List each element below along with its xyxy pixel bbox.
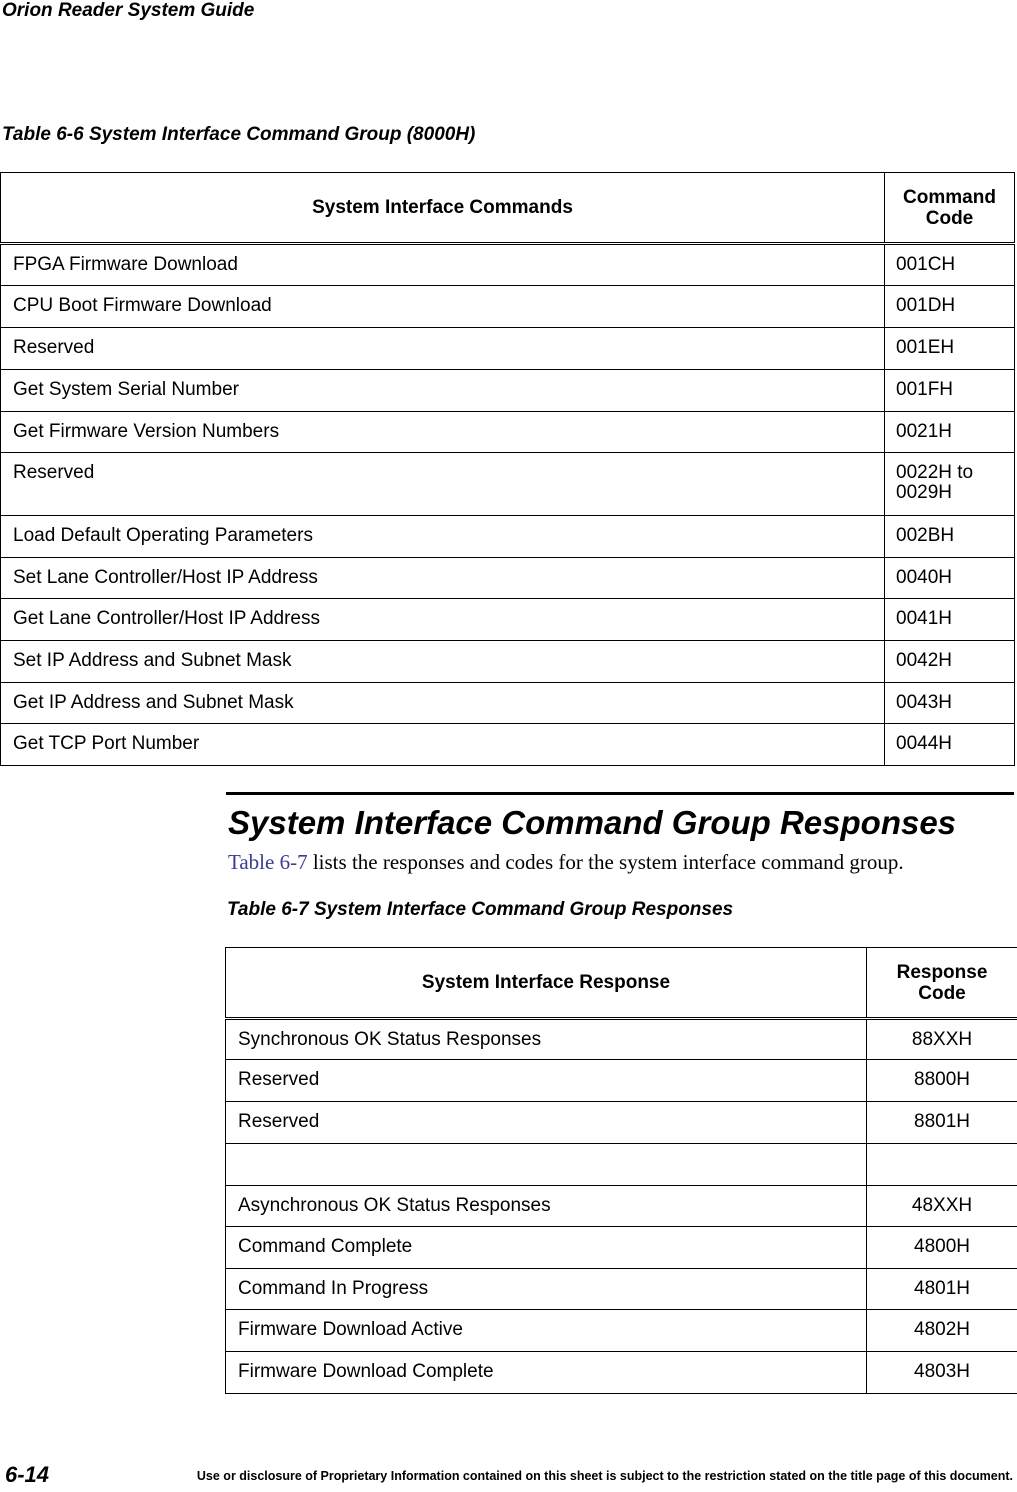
table-row	[1, 370, 1015, 412]
command-name-cell: Set IP Address and Subnet Mask	[1, 641, 885, 683]
response-code-cell: 48XXH	[867, 1186, 1017, 1227]
command-name-cell: FPGA Firmware Download	[1, 244, 885, 286]
table-row	[226, 1060, 1017, 1102]
response-code-cell: 88XXH	[867, 1019, 1017, 1060]
response-name-cell: Command Complete	[226, 1227, 867, 1269]
column-header-command-code-line2: Code	[925, 207, 974, 229]
command-code-cell: 0044H	[885, 724, 1015, 766]
response-code-cell: 4801H	[867, 1269, 1017, 1310]
command-name-cell: Get TCP Port Number	[1, 724, 885, 766]
command-code-cell: 0042H	[885, 641, 1015, 683]
table-row	[1, 453, 1015, 516]
response-name-cell: Command In Progress	[226, 1269, 867, 1310]
column-header-response-code-line1: Response	[896, 961, 988, 983]
response-code-cell: 8800H	[867, 1060, 1017, 1102]
command-code-cell: 001CH	[885, 244, 1015, 286]
response-code-cell: 4802H	[867, 1310, 1017, 1352]
table-6-7-caption: Table 6-7 System Interface Command Group Responses	[227, 899, 734, 920]
table-header-row	[1, 173, 1015, 244]
command-code-cell: 0040H	[885, 558, 1015, 599]
table-6-6	[0, 172, 1015, 766]
column-header-response: System Interface Response	[226, 948, 867, 1019]
table-row-empty	[226, 1144, 1017, 1186]
table-row	[226, 1310, 1017, 1352]
command-code-cell: 002BH	[885, 516, 1015, 558]
command-name-cell: Reserved	[1, 453, 885, 516]
table-row	[226, 1019, 1017, 1060]
table-row	[1, 328, 1015, 370]
section-divider	[226, 792, 1014, 795]
table-row	[226, 1269, 1017, 1310]
table-row	[1, 558, 1015, 599]
command-name-cell: CPU Boot Firmware Download	[1, 286, 885, 328]
page-number: 6-14	[5, 1462, 50, 1487]
table-header-row	[226, 948, 1017, 1019]
running-header-title: Orion Reader System Guide	[2, 0, 255, 21]
response-name-cell	[226, 1144, 867, 1186]
command-name-cell: Load Default Operating Parameters	[1, 516, 885, 558]
command-code-cell: 001FH	[885, 370, 1015, 412]
column-header-commands: System Interface Commands	[1, 173, 885, 244]
table-row	[226, 1352, 1017, 1394]
command-code-cell	[885, 453, 1015, 516]
column-header-response-code	[867, 948, 1017, 1019]
command-code-line2: 0029H	[896, 482, 952, 503]
command-code-cell: 0043H	[885, 683, 1015, 724]
column-header-command-code	[885, 173, 1015, 244]
response-name-cell: Firmware Download Complete	[226, 1352, 867, 1394]
table-row	[1, 244, 1015, 286]
response-name-cell: Synchronous OK Status Responses	[226, 1019, 867, 1060]
table-row	[226, 1227, 1017, 1269]
table-row	[1, 412, 1015, 453]
response-code-cell: 4803H	[867, 1352, 1017, 1394]
command-code-cell: 001EH	[885, 328, 1015, 370]
table-6-6-caption: Table 6-6 System Interface Command Group (8000H)	[2, 124, 476, 145]
column-header-response-code-line2: Code	[918, 982, 966, 1004]
proprietary-notice: Use or disclosure of Proprietary Information contained on this sheet is subject to the restriction stated on the title page of this document.	[196, 1469, 1013, 1483]
response-name-cell: Asynchronous OK Status Responses	[226, 1186, 867, 1227]
section-body-text: lists the responses and codes for the system interface command group.	[307, 850, 904, 874]
command-code-cell: 001DH	[885, 286, 1015, 328]
section-heading: System Interface Command Group Responses	[228, 804, 957, 841]
column-header-command-code-line1: Command	[903, 186, 996, 208]
response-code-cell	[867, 1144, 1017, 1186]
response-name-cell: Reserved	[226, 1060, 867, 1102]
command-name-cell: Get Firmware Version Numbers	[1, 412, 885, 453]
table-row	[226, 1186, 1017, 1227]
response-code-cell: 4800H	[867, 1227, 1017, 1269]
command-name-cell: Get System Serial Number	[1, 370, 885, 412]
table-row	[226, 1102, 1017, 1144]
command-code-cell: 0021H	[885, 412, 1015, 453]
table-6-7	[225, 947, 1017, 1394]
table-row	[1, 516, 1015, 558]
table-row	[1, 641, 1015, 683]
table-row	[1, 599, 1015, 641]
table-row	[1, 683, 1015, 724]
response-code-cell: 8801H	[867, 1102, 1017, 1144]
command-code-cell: 0041H	[885, 599, 1015, 641]
section-body-paragraph	[228, 848, 904, 876]
command-name-cell: Set Lane Controller/Host IP Address	[1, 558, 885, 599]
response-name-cell: Firmware Download Active	[226, 1310, 867, 1352]
command-code-line1: 0022H to	[896, 462, 974, 483]
command-name-cell: Get IP Address and Subnet Mask	[1, 683, 885, 724]
command-name-cell: Reserved	[1, 328, 885, 370]
table-cross-reference-link[interactable]: Table 6-7	[228, 850, 308, 874]
table-row	[1, 724, 1015, 766]
table-row	[1, 286, 1015, 328]
command-name-cell: Get Lane Controller/Host IP Address	[1, 599, 885, 641]
response-name-cell: Reserved	[226, 1102, 867, 1144]
